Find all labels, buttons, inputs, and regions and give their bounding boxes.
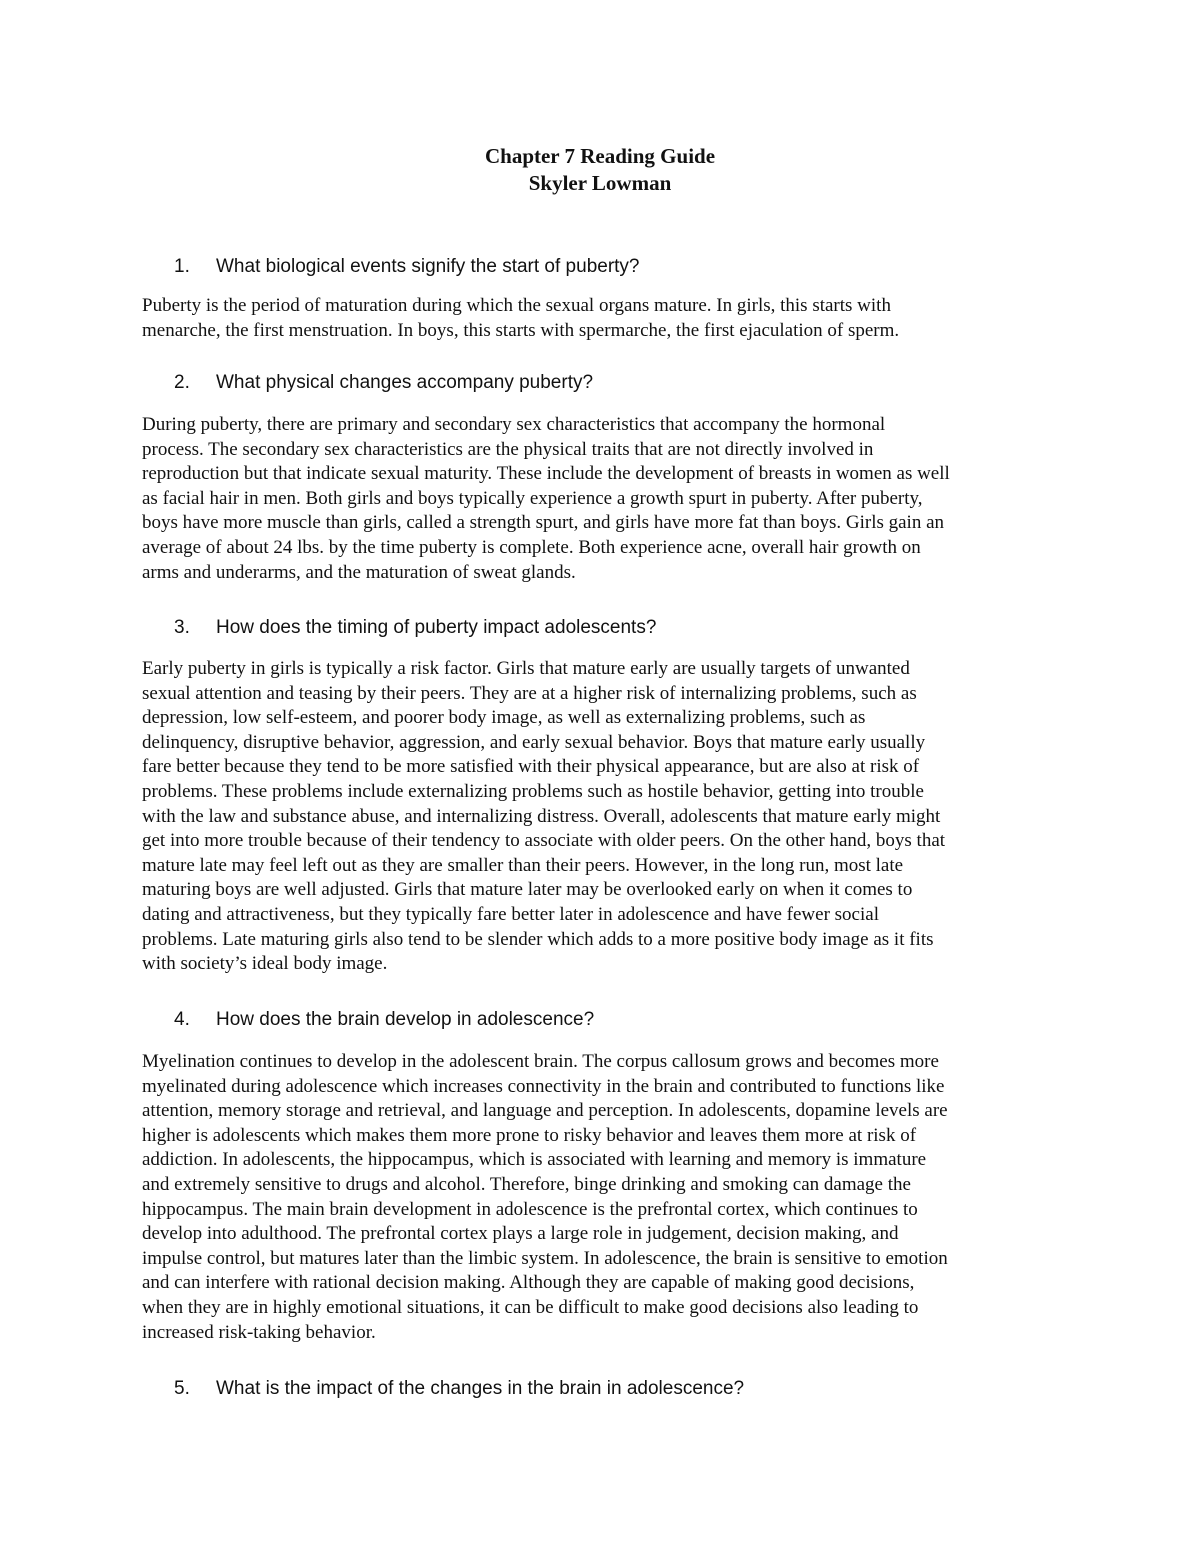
answer-line: addiction. In adolescents, the hippocampus, which is associated with learning and memory is immature [142, 1149, 927, 1171]
answer-line: depression, low self-esteem, and poorer body image, as well as externalizing problems, such as [142, 707, 866, 729]
question-4 [174, 1007, 594, 1033]
answer-4 [142, 1050, 1062, 1345]
answer-line: hippocampus. The main brain development in adolescence is the prefrontal cortex, which continues to [142, 1198, 918, 1220]
answer-line: sexual attention and teasing by their peers. They are at a higher risk of internalizing problems, such as [142, 682, 917, 704]
answer-line: reproduction but that indicate sexual maturity. These include the development of breasts in women as well [142, 463, 950, 485]
question-number: 4. [174, 1009, 190, 1030]
answer-line: impulse control, but matures later than the limbic system. In adolescence, the brain is sensitive to emotion [142, 1247, 948, 1269]
document-title: Chapter 7 Reading Guide [484, 144, 716, 168]
question-text: How does the brain develop in adolescence? [216, 1009, 595, 1030]
question-text: What is the impact of the changes in the brain in adolescence? [216, 1378, 745, 1399]
answer-line: increased risk-taking behavior. [142, 1321, 376, 1343]
answer-line: problems. These problems include externalizing problems such as hostile behavior, getting into trouble [142, 780, 924, 802]
question-2 [174, 370, 593, 396]
answer-line: fare better because they tend to be more satisfied with their physical appearance, but are also at risk of [142, 756, 920, 778]
answer-line: myelinated during adolescence which increases connectivity in the brain and contributed to functions like [142, 1075, 945, 1097]
answer-line: and can interfere with rational decision making. Although they are capable of making good decisions, [142, 1272, 915, 1294]
question-text: How does the timing of puberty impact adolescents? [216, 617, 657, 638]
question-5 [174, 1376, 744, 1402]
answer-line: arms and underarms, and the maturation of sweat glands. [142, 561, 576, 583]
document-author: Skyler Lowman [528, 171, 672, 195]
answer-line: develop into adulthood. The prefrontal cortex plays a large role in judgement, decision making, and [142, 1223, 899, 1245]
answer-line: boys have more muscle than girls, called a strength spurt, and girls have more fat than boys. Girls gain an [142, 512, 945, 534]
answer-line: with the law and substance abuse, and internalizing distress. Overall, adolescents that mature early might [142, 805, 941, 827]
answer-line: Early puberty in girls is typically a risk factor. Girls that mature early are usually targets of unwanted [142, 658, 910, 679]
answer-line: and extremely sensitive to drugs and alcohol. Therefore, binge drinking and smoking can damage the [142, 1173, 911, 1195]
question-3 [174, 615, 656, 641]
answer-line: delinquency, disruptive behavior, aggression, and early sexual behavior. Boys that mature early usually [142, 731, 926, 753]
question-number: 2. [174, 372, 190, 393]
answer-line: maturing boys are well adjusted. Girls that mature later may be overlooked early on when it comes to [142, 879, 913, 901]
document-header [0, 143, 1200, 197]
answer-line: dating and attractiveness, but they typically fare better later in adolescence and have fewer social [142, 903, 879, 925]
question-text: What biological events signify the start of puberty? [216, 256, 640, 277]
answer-line: higher is adolescents which makes them more prone to risky behavior and leaves them more at risk of [142, 1124, 917, 1146]
answer-line: menarche, the first menstruation. In boys, this starts with spermarche, the first ejaculation of sperm. [142, 319, 900, 341]
answer-line: Myelination continues to develop in the adolescent brain. The corpus callosum grows and becomes more [142, 1051, 939, 1072]
answer-line: average of about 24 lbs. by the time puberty is complete. Both experience acne, overall hair growth on [142, 536, 921, 558]
answer-3 [142, 657, 1062, 977]
question-text: What physical changes accompany puberty? [216, 372, 594, 393]
question-1 [174, 254, 640, 280]
answer-line: mature late may feel left out as they are smaller than their peers. However, in the long run, most late [142, 854, 904, 876]
answer-line: Puberty is the period of maturation during which the sexual organs mature. In girls, this starts with [142, 295, 891, 316]
question-number: 1. [174, 256, 190, 277]
answer-line: problems. Late maturing girls also tend to be slender which adds to a more positive body image as it fits [142, 928, 934, 950]
answer-line: process. The secondary sex characteristics are the physical traits that are not directly involved in [142, 438, 874, 460]
answer-line: with society’s ideal body image. [142, 953, 388, 975]
answer-line: as facial hair in men. Both girls and boys typically experience a growth spurt in puberty. After puberty, [142, 487, 923, 509]
answer-line: attention, memory storage and retrieval, and language and perception. In adolescents, dopamine levels are [142, 1100, 948, 1122]
answer-1 [142, 294, 1062, 343]
answer-line: get into more trouble because of their tendency to associate with older peers. On the other hand, boys that [142, 830, 946, 852]
question-number: 5. [174, 1378, 190, 1399]
question-number: 3. [174, 617, 190, 638]
answer-line: when they are in highly emotional situations, it can be difficult to make good decisions also leading to [142, 1296, 919, 1318]
answer-2 [142, 413, 1062, 585]
answer-line: During puberty, there are primary and secondary sex characteristics that accompany the hormonal [142, 414, 886, 435]
